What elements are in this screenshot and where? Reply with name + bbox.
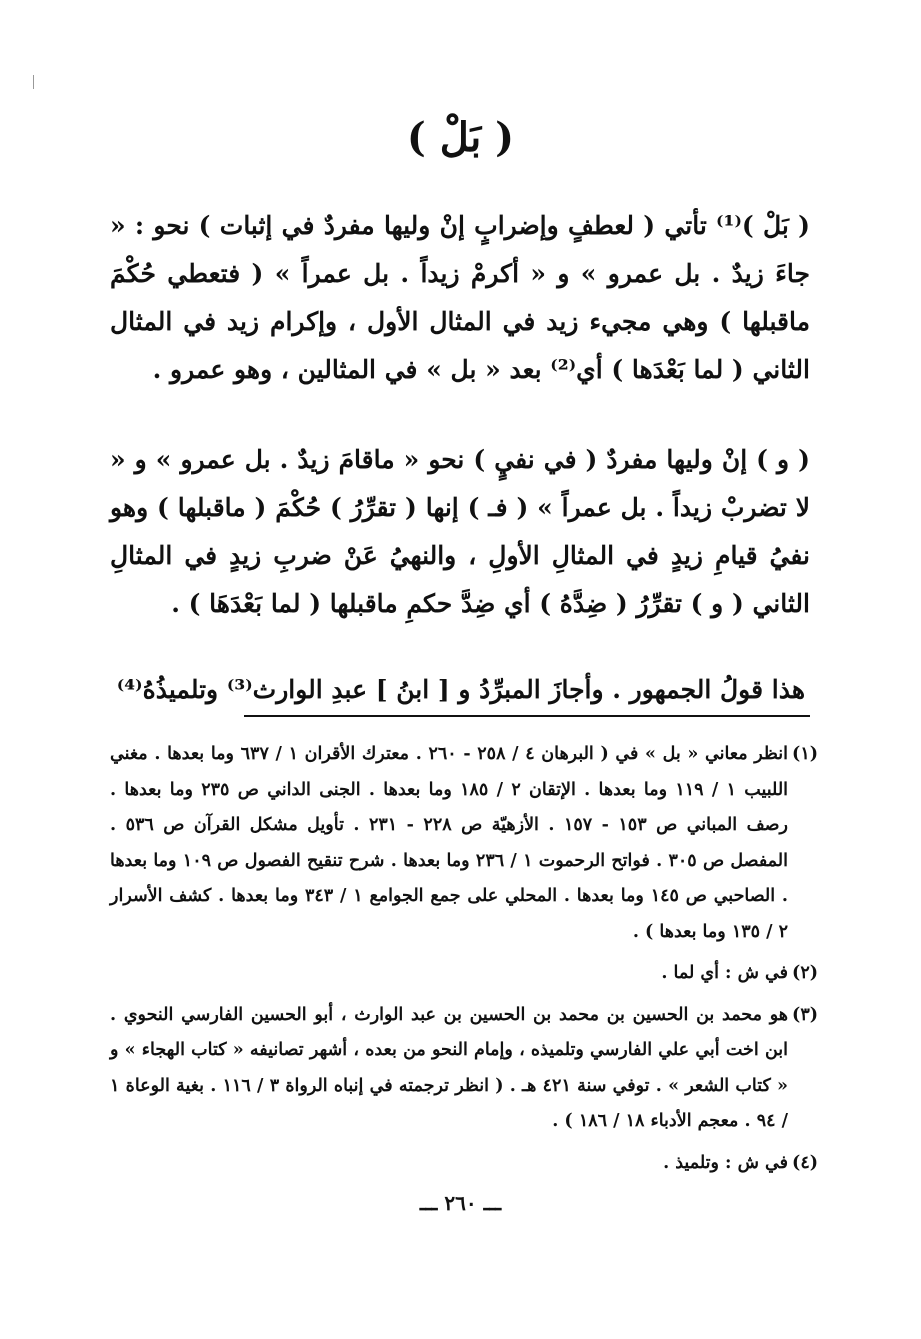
footnote-number: (٤) [792,1152,818,1173]
paragraph-3: هذا قولُ الجمهور . وأجازَ المبرِّدُ و [ ابنُ ] عبدِ الوارث⁽³⁾ وتلميذُهُ⁽⁴⁾ [116,675,805,704]
page-number: ـــ ٢٦٠ ـــ [419,1191,502,1215]
footnote-1 [110,737,818,950]
margin-mark [33,75,34,89]
footnote-number: (٢) [792,963,818,983]
footnote-text: في ش : أي لما . [661,963,788,983]
footnote-4 [110,1146,818,1182]
paragraph-2: ( و ) إنْ وليها مفردٌ ( في نفيٍ ) نحو « ماقامَ زيدٌ . بل عمرو » و « لا تضربْ زيداً . بل عمراً » ( فـ ) إنها ( تقرِّرُ ) حُكْمَ ( ماقبلها ) وهو نفيُ قيامِ زيدٍ في المثالِ الأولِ ، والنهيُ عَنْ ضربِ زيدٍ في المثالِ الثاني ( و ) تقرِّرُ ( ضِدَّهُ ) أي ضِدَّ حكمِ ماقبلها ( لما بَعْدَهَا ) . [110,445,810,618]
footnotes [110,737,818,1181]
footnote-number: (١) [792,744,818,764]
footnote-text: هو محمد بن الحسين بن محمد بن الحسين بن عبد الوارث ، أبو الحسين الفارسي النحوي . ابن اخت أبي علي الفارسي وتلميذه ، وإمام النحو من بعده ، أشهر تصانيفه « كتاب الهجاء » و « كتاب الشعر » . توفي سنة ٤٢١ هـ . ( انظر ترجمته في إنباه الرواة ٣ / ١١٦ . بغية الوعاة ١ / ٩٤ . معجم الأدباء ١٨ / ١٨٦ ) . [110,1004,788,1131]
paragraph-1: ( بَلْ )⁽¹⁾ تأتي ( لعطفٍ وإضرابٍ إنْ وليها مفردٌ في إثبات ) نحو : « جاءَ زيدٌ . بل عمرو » و « أكرمْ زيداً . بل عمراً » ( فتعطي حُكْمَ ماقبلها ) وهي مجيء زيد في المثال الأول ، وإكرام زيد في المثال الثاني ( لما بَعْدَها ) أي⁽²⁾ بعد « بل » في المثالين ، وهو عمرو . [110,211,810,384]
footnote-3 [110,998,818,1140]
footnote-text: انظر معاني « بل » في ( البرهان ٤ / ٢٥٨ - ٢٦٠ . معترك الأقران ١ / ٦٣٧ وما بعدها . مغني اللبيب ١ / ١١٩ وما بعدها . الإتقان ٢ / ١٨٥ وما بعدها . الجنى الداني ص ٢٣٥ وما بعدها . رصف المباني ص ١٥٣ - ١٥٧ . الأزهيّة ص ٢٢٨ - ٢٣١ . تأويل مشكل القرآن ص ٥٣٦ . المفصل ص ٣٠٥ . فواتح الرحموت ١ / ٢٣٦ وما بعدها . شرح تنقيح الفصول ص ١٠٩ وما بعدها . الصاحبي ص ١٤٥ وما بعدها . المحلي على جمع الجوامع ١ / ٣٤٣ وما بعدها . كشف الأسرار ٢ / ١٣٥ وما بعدها ) . [110,744,789,942]
footnote-divider [244,715,810,717]
footnote-number: (٣) [792,1004,818,1025]
page-title: ( بَلْ ) [406,114,515,161]
footnote-text: في ش : وتلميذ . [663,1152,788,1173]
footnote-2 [110,956,818,992]
